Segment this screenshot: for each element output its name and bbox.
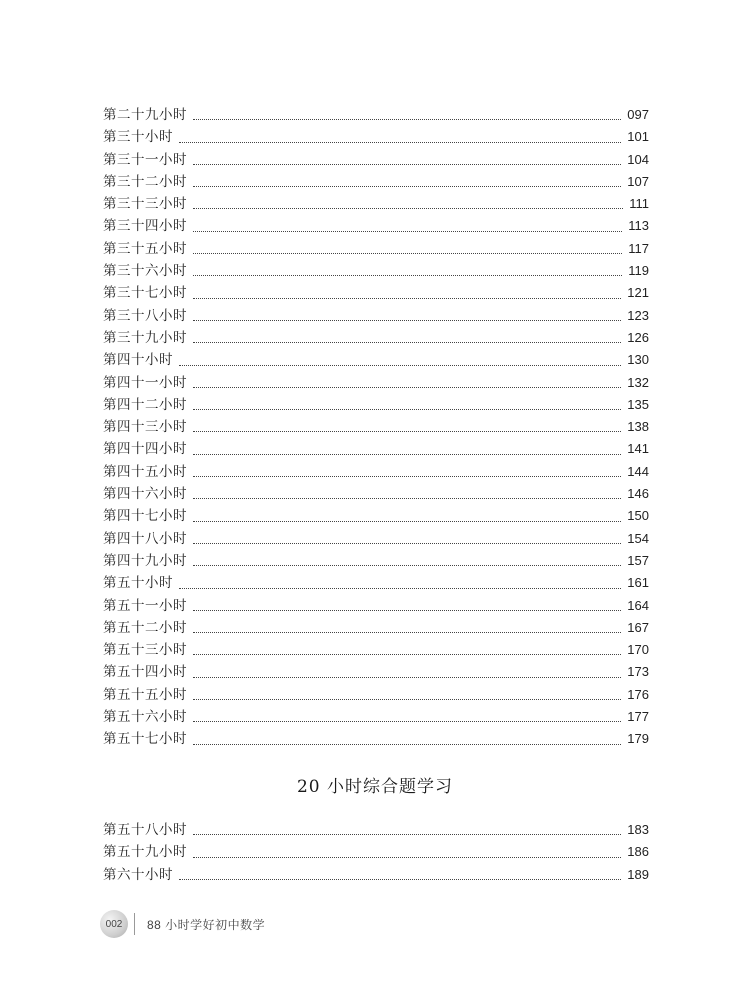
toc-entry (103, 728, 649, 750)
toc-entry (103, 864, 649, 886)
toc-entry-title: 第四十九小时 (103, 552, 187, 569)
dot-leader (193, 231, 622, 232)
toc-entry-title: 第六十小时 (103, 866, 173, 883)
toc-entry-page: 141 (627, 441, 649, 457)
page-number-badge: 002 (100, 910, 128, 938)
toc-entry-title: 第三十八小时 (103, 307, 187, 324)
dot-leader (193, 543, 621, 544)
dot-leader (193, 119, 621, 120)
toc-entry (103, 639, 649, 661)
toc-entry-page: 161 (627, 575, 649, 591)
toc-entry-page: 179 (627, 731, 649, 747)
toc-entry-title: 第五十小时 (103, 575, 173, 592)
toc-entry (103, 819, 649, 841)
toc-entry-page: 121 (627, 285, 649, 301)
toc-entry-title: 第五十九小时 (103, 844, 187, 861)
toc-entry-title: 第四十小时 (103, 352, 173, 369)
toc-entry (103, 171, 649, 193)
footer-book-title: 88 小时学好初中数学 (147, 917, 266, 932)
toc-entry-title: 第五十二小时 (103, 619, 187, 636)
toc-entry-page: 157 (627, 552, 649, 568)
toc-entry (103, 550, 649, 572)
toc-entry (103, 260, 649, 282)
toc-entry-title: 第四十六小时 (103, 486, 187, 503)
toc-entry-page: 146 (627, 486, 649, 502)
dot-leader (193, 610, 621, 611)
toc-entry-title: 第四十二小时 (103, 396, 187, 413)
toc-entry (103, 238, 649, 260)
dot-leader (193, 476, 621, 477)
toc-entry-page: 189 (627, 866, 649, 882)
toc-entry (103, 416, 649, 438)
dot-leader (193, 298, 621, 299)
toc-entry-page: 173 (627, 664, 649, 680)
toc-entry-title: 第三十七小时 (103, 285, 187, 302)
toc-entry (103, 572, 649, 594)
toc-entry (103, 215, 649, 237)
dot-leader (193, 521, 621, 522)
toc-entry-title: 第三十六小时 (103, 263, 187, 280)
toc-entry-page: 186 (627, 844, 649, 860)
dot-leader (193, 275, 622, 276)
footer-divider (134, 913, 135, 935)
toc-entry-page: 119 (628, 263, 649, 279)
toc-entry (103, 193, 649, 215)
toc-entry-title: 第五十四小时 (103, 664, 187, 681)
dot-leader (193, 699, 621, 700)
toc-entry-title: 第三十五小时 (103, 240, 187, 257)
toc-entry-title: 第三十三小时 (103, 196, 187, 213)
dot-leader (179, 879, 621, 880)
toc-entry (103, 104, 649, 126)
toc-entry (103, 461, 649, 483)
toc-entry-title: 第二十九小时 (103, 107, 187, 123)
dot-leader (193, 565, 621, 566)
toc-entry (103, 126, 649, 148)
toc-entry (103, 505, 649, 527)
toc-entry-page: 111 (629, 196, 649, 212)
toc-entry-page: 101 (627, 129, 649, 145)
toc-entry (103, 149, 649, 171)
toc-entry (103, 282, 649, 304)
dot-leader (193, 409, 621, 410)
dot-leader (193, 632, 621, 633)
toc-entry-page: 130 (627, 352, 649, 368)
toc-entry-page: 097 (627, 107, 649, 122)
toc-entry (103, 438, 649, 460)
dot-leader (193, 498, 621, 499)
section-heading: 20 小时综合题学习 (296, 777, 454, 797)
toc-entry (103, 349, 649, 371)
toc-entry-page: 104 (627, 151, 649, 167)
toc-entry (103, 483, 649, 505)
toc-entry-page: 150 (627, 508, 649, 524)
toc-entry-title: 第三十二小时 (103, 173, 187, 190)
toc-entry-page: 183 (627, 822, 649, 837)
toc-entry-title: 第四十八小时 (103, 530, 187, 547)
toc-entry-title: 第五十八小时 (103, 822, 187, 838)
dot-leader (193, 208, 623, 209)
dot-leader (193, 721, 621, 722)
dot-leader (193, 744, 621, 745)
dot-leader (179, 365, 621, 366)
dot-leader (193, 834, 621, 835)
toc-entry-page: 138 (627, 419, 649, 435)
toc-entry (103, 841, 649, 863)
toc-entry-page: 123 (627, 307, 649, 323)
toc-entry-page: 164 (627, 597, 649, 613)
dot-leader (193, 857, 621, 858)
toc-entry-title: 第五十六小时 (103, 709, 187, 726)
dot-leader (179, 142, 621, 143)
dot-leader (193, 253, 622, 254)
toc-entry-page: 126 (627, 329, 649, 345)
dot-leader (193, 387, 621, 388)
toc-entry-page: 135 (627, 396, 649, 412)
dot-leader (193, 320, 621, 321)
toc-entry-page: 117 (628, 240, 649, 256)
toc-list-part1 (103, 104, 649, 751)
dot-leader (193, 164, 621, 165)
toc-entry-title: 第三十四小时 (103, 218, 187, 235)
toc-entry (103, 528, 649, 550)
toc-entry (103, 327, 649, 349)
toc-entry (103, 595, 649, 617)
toc-entry-page: 167 (627, 619, 649, 635)
toc-entry-page: 177 (627, 709, 649, 725)
toc-entry-title: 第四十四小时 (103, 441, 187, 458)
toc-list-part2 (103, 819, 649, 886)
toc-entry-page: 107 (627, 173, 649, 189)
dot-leader (193, 654, 621, 655)
toc-entry (103, 372, 649, 394)
dot-leader (179, 588, 621, 589)
dot-leader (193, 677, 621, 678)
toc-entry-title: 第五十五小时 (103, 686, 187, 703)
toc-entry-title: 第五十七小时 (103, 731, 187, 748)
toc-entry-title: 第三十小时 (103, 129, 173, 146)
dot-leader (193, 454, 621, 455)
toc-entry-title: 第五十三小时 (103, 642, 187, 659)
toc-entry-page: 176 (627, 686, 649, 702)
toc-entry-title: 第四十五小时 (103, 463, 187, 480)
toc-entry-page: 170 (627, 642, 649, 658)
toc-entry-title: 第四十三小时 (103, 419, 187, 436)
toc-entry-page: 154 (627, 530, 649, 546)
toc-entry-title: 第三十九小时 (103, 329, 187, 346)
toc-entry-page: 113 (628, 218, 649, 234)
dot-leader (193, 342, 621, 343)
page-footer (100, 910, 265, 938)
toc-entry (103, 394, 649, 416)
toc-entry-page: 144 (627, 463, 649, 479)
toc-entry (103, 684, 649, 706)
toc-entry (103, 305, 649, 327)
toc-entry-page: 132 (627, 374, 649, 390)
toc-entry (103, 661, 649, 683)
toc-entry-title: 第五十一小时 (103, 597, 187, 614)
toc-entry (103, 617, 649, 639)
dot-leader (193, 431, 621, 432)
toc-entry (103, 706, 649, 728)
dot-leader (193, 186, 621, 187)
toc-entry-title: 第四十七小时 (103, 508, 187, 525)
toc-entry-title: 第四十一小时 (103, 374, 187, 391)
toc-entry-title: 第三十一小时 (103, 151, 187, 168)
